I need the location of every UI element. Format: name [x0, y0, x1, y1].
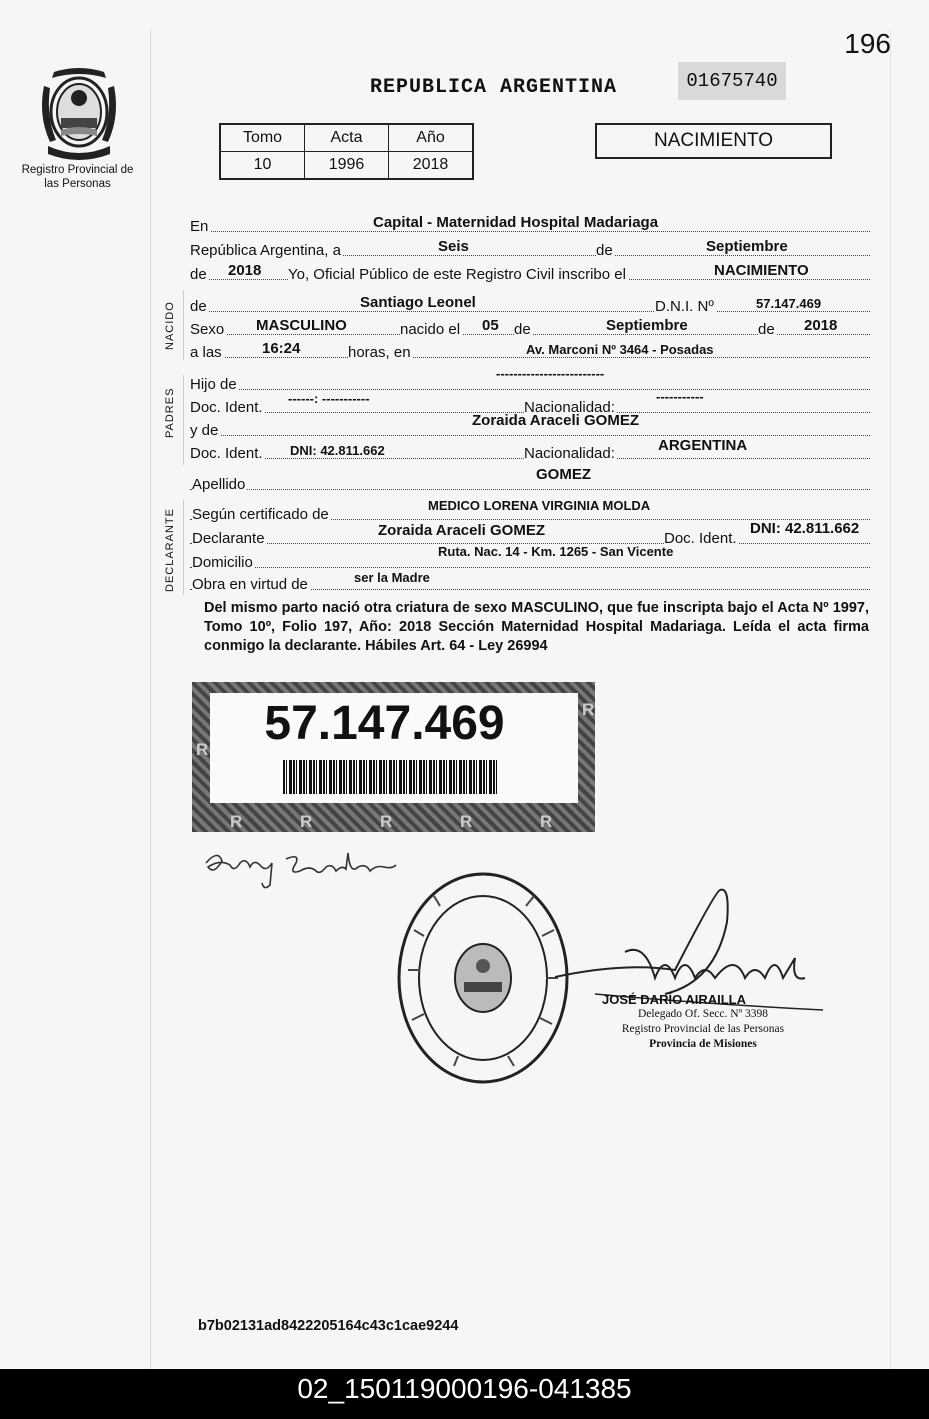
- table-header-acta: Acta: [305, 124, 389, 152]
- declarant-signature: [200, 845, 410, 895]
- row-obra: [190, 572, 870, 594]
- field-dni: 57.147.469: [756, 296, 822, 311]
- label-doc-ident-padre: Doc. Ident.: [190, 399, 263, 416]
- label-nacionalidad-madre: Nacionalidad:: [524, 445, 615, 462]
- label-horas-en: horas, en: [348, 344, 411, 361]
- field-padre-doc: ------: -----------: [288, 391, 370, 406]
- label-hijo-de: Hijo de: [190, 376, 237, 393]
- row-fecha: [190, 238, 870, 260]
- watermark-r-icon: R: [380, 812, 393, 831]
- label-declarante: Declarante: [192, 530, 265, 547]
- field-lugar-nac: Av. Marconi Nº 3464 - Posadas: [526, 342, 714, 357]
- table-header-anio: Año: [389, 124, 474, 152]
- barcode-icon: [283, 760, 499, 794]
- document-title: REPUBLICA ARGENTINA: [370, 76, 618, 99]
- label-nacionalidad-padre: Nacionalidad:: [524, 399, 615, 416]
- label-sexo: Sexo: [190, 321, 225, 338]
- label-nacido-el: nacido el: [400, 321, 461, 338]
- officer-stamp-block: [588, 992, 818, 1052]
- row-apellido: [190, 466, 870, 494]
- field-madre-nac: ARGENTINA: [658, 437, 748, 454]
- tomo-acta-table: [219, 123, 474, 180]
- officer-province: Provincia de Misiones: [649, 1038, 757, 1050]
- document-hash: b7b02131ad8422205164c43c1cae9244: [198, 1318, 459, 1334]
- watermark-r-icon: R: [300, 812, 313, 831]
- table-header-tomo: Tomo: [220, 124, 305, 152]
- registry-name: Registro Provincial de las Personas: [21, 164, 134, 190]
- officer-org: Registro Provincial de las Personas: [621, 1023, 785, 1035]
- label-domicilio: Domicilio: [192, 554, 253, 571]
- field-acto: NACIMIENTO: [714, 262, 809, 279]
- label-doc-ident-madre: Doc. Ident.: [190, 445, 263, 462]
- page-number: 196: [844, 28, 891, 59]
- watermark-r-icon: R: [540, 812, 553, 831]
- row-en: [190, 214, 870, 236]
- label-segun-certificado: Según certificado de: [192, 506, 329, 523]
- label-de: de: [596, 242, 613, 259]
- row-acto: [190, 262, 870, 284]
- field-padre-nac: -----------: [656, 389, 704, 404]
- field-padre: -------------------------: [496, 366, 605, 381]
- label-de-anio: de: [190, 266, 207, 283]
- province-crest-icon: [34, 66, 124, 160]
- row-sexo: [190, 317, 870, 339]
- side-label-declarante: DECLARANTE: [164, 508, 176, 592]
- label-de-nombre: de: [190, 298, 207, 315]
- tomo-value: 10: [220, 152, 305, 180]
- divider-padres: [183, 375, 184, 465]
- field-nac-anio: 2018: [804, 317, 838, 334]
- field-lugar: Capital - Maternidad Hospital Madariaga: [373, 214, 659, 231]
- label-apellido: Apellido: [192, 476, 246, 493]
- field-madre-doc: DNI: 42.811.662: [290, 443, 385, 458]
- field-obra: ser la Madre: [354, 570, 430, 585]
- divider-declarante: [183, 500, 184, 595]
- label-y-de: y de: [190, 422, 219, 439]
- observation-note: Del mismo parto nació otra criatura de sexo MASCULINO, que fue inscripta bajo el Acta Nº 1997, Tomo 10º, Folio 197, Año: 2018 Sección Maternidad Hospital Madariaga. Leída el acta firma conmigo la declarante. Hábiles Art. 64 - Ley 26994: [204, 600, 869, 654]
- field-apellido: GOMEZ: [536, 466, 591, 483]
- footer-code: 02_150119000196-041385: [0, 1369, 929, 1419]
- official-stamp: [394, 870, 572, 1086]
- barcode-number: 57.147.469: [264, 697, 505, 750]
- label-obra-en-virtud: Obra en virtud de: [192, 576, 308, 593]
- field-domicilio: Ruta. Nac. 14 - Km. 1265 - San Vicente: [438, 544, 674, 559]
- watermark-r-icon: R: [460, 812, 473, 831]
- field-certificado: MEDICO LORENA VIRGINIA MOLDA: [428, 498, 651, 513]
- label-de-mes: de: [514, 321, 531, 338]
- field-dia: Seis: [438, 238, 469, 255]
- field-declarante-doc: DNI: 42.811.662: [750, 520, 860, 537]
- anio-value: 2018: [389, 152, 474, 180]
- watermark-r-icon: R: [196, 740, 209, 759]
- side-label-nacido: NACIDO: [164, 301, 176, 350]
- label-oficial: Yo, Oficial Público de este Registro Civil inscribo el: [288, 266, 626, 283]
- label-republica: República Argentina, a: [190, 242, 341, 259]
- label-doc-ident-declarante: Doc. Ident.: [664, 530, 737, 547]
- page-edge-left: [150, 30, 151, 1370]
- label-a-las: a las: [190, 344, 222, 361]
- field-nac-dia: 05: [482, 317, 499, 334]
- field-mes: Septiembre: [706, 238, 788, 255]
- row-hora: [190, 340, 870, 362]
- side-label-padres: PADRES: [164, 387, 176, 438]
- label-de-anio2: de: [758, 321, 775, 338]
- watermark-r-icon: R: [230, 812, 243, 831]
- document-type: NACIMIENTO: [595, 123, 832, 159]
- watermark-r-icon: R: [582, 700, 595, 719]
- officer-title: Delegado Of. Secc. Nº 3398: [637, 1008, 769, 1020]
- serial-number: 01675740: [678, 62, 786, 100]
- row-domicilio: [190, 544, 870, 572]
- field-anio: 2018: [228, 262, 262, 279]
- acta-value: 1996: [305, 152, 389, 180]
- officer-name: JOSÉ DARÍO AIRAILLA: [602, 992, 746, 1007]
- field-declarante: Zoraida Araceli GOMEZ: [378, 522, 545, 539]
- label-dni: D.N.I. Nº: [655, 298, 714, 315]
- field-nac-mes: Septiembre: [606, 317, 688, 334]
- field-madre: Zoraida Araceli GOMEZ: [472, 412, 639, 429]
- divider-nacido: [183, 290, 184, 360]
- page-edge-right: [890, 30, 891, 1370]
- row-madre-doc: [190, 437, 870, 463]
- row-madre: [190, 412, 870, 440]
- row-nombre: [190, 294, 870, 316]
- field-hora: 16:24: [262, 340, 301, 357]
- label-en: En: [190, 218, 209, 235]
- field-sexo: MASCULINO: [256, 317, 347, 334]
- field-nombre: Santiago Leonel: [360, 294, 476, 311]
